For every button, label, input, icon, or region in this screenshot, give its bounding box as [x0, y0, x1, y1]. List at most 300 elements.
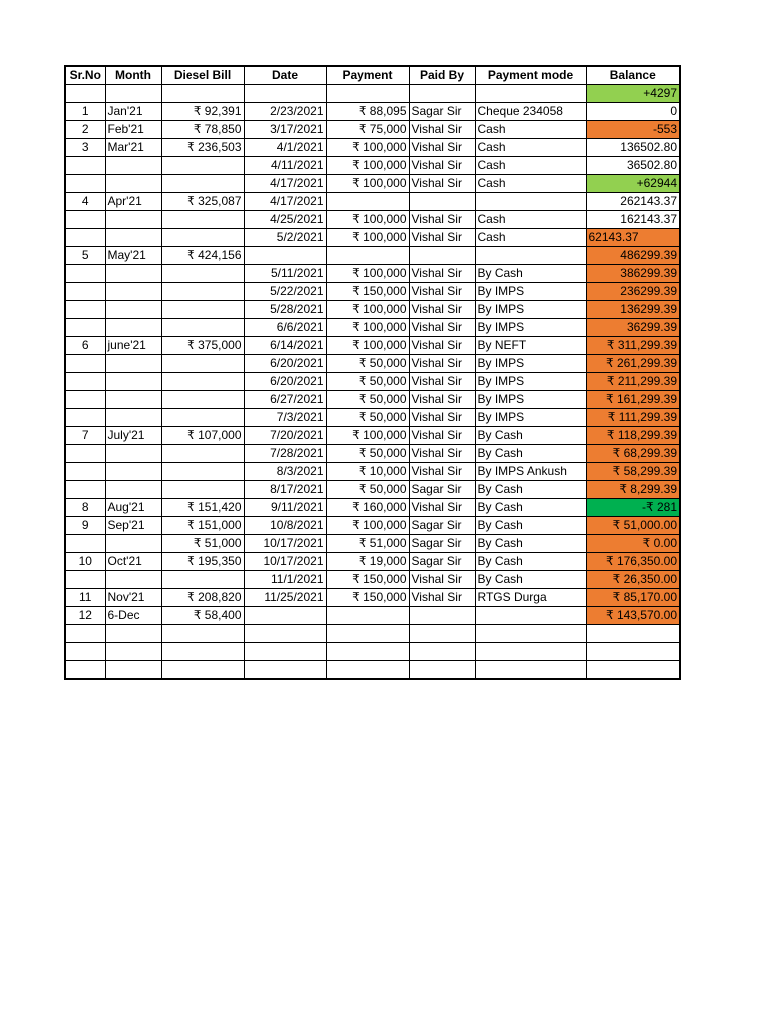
- cell-payment[interactable]: ₹ 100,000: [326, 175, 409, 193]
- cell-diesel-bill[interactable]: [161, 211, 244, 229]
- cell-month[interactable]: 6-Dec: [105, 607, 161, 625]
- cell-sr-no[interactable]: 3: [65, 139, 105, 157]
- cell-month[interactable]: [105, 301, 161, 319]
- cell-balance[interactable]: [586, 643, 680, 661]
- cell-payment-mode[interactable]: By IMPS: [475, 409, 586, 427]
- cell-payment-mode[interactable]: [475, 193, 586, 211]
- cell-sr-no[interactable]: [65, 301, 105, 319]
- cell-balance[interactable]: ₹ 211,299.39: [586, 373, 680, 391]
- cell-sr-no[interactable]: 6: [65, 337, 105, 355]
- cell-payment[interactable]: [326, 85, 409, 103]
- cell-month[interactable]: Feb'21: [105, 121, 161, 139]
- cell-diesel-bill[interactable]: [161, 283, 244, 301]
- cell-sr-no[interactable]: [65, 319, 105, 337]
- cell-balance[interactable]: ₹ 8,299.39: [586, 481, 680, 499]
- cell-balance[interactable]: ₹ 161,299.39: [586, 391, 680, 409]
- cell-sr-no[interactable]: 8: [65, 499, 105, 517]
- cell-month[interactable]: [105, 265, 161, 283]
- cell-payment[interactable]: ₹ 100,000: [326, 229, 409, 247]
- cell-payment[interactable]: [326, 661, 409, 680]
- cell-payment[interactable]: ₹ 100,000: [326, 517, 409, 535]
- cell-paid-by[interactable]: Vishal Sir: [409, 301, 475, 319]
- cell-date[interactable]: 5/28/2021: [244, 301, 326, 319]
- cell-date[interactable]: 4/11/2021: [244, 157, 326, 175]
- cell-sr-no[interactable]: 9: [65, 517, 105, 535]
- cell-month[interactable]: [105, 661, 161, 680]
- cell-date[interactable]: 6/27/2021: [244, 391, 326, 409]
- table-row: [65, 175, 680, 193]
- cell-payment[interactable]: [326, 625, 409, 643]
- cell-date[interactable]: 6/20/2021: [244, 373, 326, 391]
- cell-paid-by[interactable]: Vishal Sir: [409, 265, 475, 283]
- table-row: [65, 229, 680, 247]
- cell-payment-mode[interactable]: By Cash: [475, 445, 586, 463]
- cell-month[interactable]: [105, 211, 161, 229]
- cell-paid-by[interactable]: Vishal Sir: [409, 427, 475, 445]
- cell-payment[interactable]: ₹ 160,000: [326, 499, 409, 517]
- cell-payment-mode[interactable]: Cheque 234058: [475, 103, 586, 121]
- cell-balance[interactable]: 136502.80: [586, 139, 680, 157]
- cell-sr-no[interactable]: [65, 625, 105, 643]
- cell-payment-mode[interactable]: By Cash: [475, 517, 586, 535]
- cell-payment[interactable]: ₹ 50,000: [326, 373, 409, 391]
- table-row: [65, 337, 680, 355]
- cell-payment[interactable]: ₹ 19,000: [326, 553, 409, 571]
- table-row: [65, 103, 680, 121]
- cell-payment-mode[interactable]: [475, 625, 586, 643]
- cell-date[interactable]: 7/3/2021: [244, 409, 326, 427]
- cell-month[interactable]: [105, 355, 161, 373]
- cell-payment-mode[interactable]: By IMPS: [475, 319, 586, 337]
- cell-payment[interactable]: ₹ 50,000: [326, 409, 409, 427]
- cell-balance[interactable]: 236299.39: [586, 283, 680, 301]
- cell-month[interactable]: Aug'21: [105, 499, 161, 517]
- cell-balance[interactable]: ₹ 58,299.39: [586, 463, 680, 481]
- cell-date[interactable]: 8/17/2021: [244, 481, 326, 499]
- cell-balance[interactable]: -₹ 281: [586, 499, 680, 517]
- cell-paid-by[interactable]: Vishal Sir: [409, 355, 475, 373]
- cell-diesel-bill[interactable]: [161, 175, 244, 193]
- table-row: [65, 553, 680, 571]
- cell-sr-no[interactable]: [65, 463, 105, 481]
- cell-payment-mode[interactable]: Cash: [475, 175, 586, 193]
- cell-payment-mode[interactable]: Cash: [475, 121, 586, 139]
- cell-payment[interactable]: ₹ 100,000: [326, 139, 409, 157]
- cell-payment[interactable]: [326, 247, 409, 265]
- cell-month[interactable]: Nov'21: [105, 589, 161, 607]
- cell-diesel-bill[interactable]: ₹ 92,391: [161, 103, 244, 121]
- cell-balance[interactable]: 262143.37: [586, 193, 680, 211]
- cell-paid-by[interactable]: [409, 193, 475, 211]
- cell-payment-mode[interactable]: RTGS Durga: [475, 589, 586, 607]
- cell-payment[interactable]: ₹ 150,000: [326, 571, 409, 589]
- header-month[interactable]: Month: [105, 66, 161, 85]
- cell-month[interactable]: [105, 571, 161, 589]
- table-row: [65, 319, 680, 337]
- cell-diesel-bill[interactable]: ₹ 78,850: [161, 121, 244, 139]
- table-row: [65, 445, 680, 463]
- cell-paid-by[interactable]: Vishal Sir: [409, 409, 475, 427]
- cell-payment-mode[interactable]: By IMPS: [475, 301, 586, 319]
- cell-paid-by[interactable]: [409, 85, 475, 103]
- cell-month[interactable]: Oct'21: [105, 553, 161, 571]
- cell-payment-mode[interactable]: Cash: [475, 229, 586, 247]
- cell-sr-no[interactable]: [65, 157, 105, 175]
- cell-month[interactable]: July'21: [105, 427, 161, 445]
- cell-payment-mode[interactable]: By Cash: [475, 481, 586, 499]
- cell-balance[interactable]: [586, 661, 680, 680]
- cell-month[interactable]: [105, 319, 161, 337]
- cell-date[interactable]: [244, 643, 326, 661]
- cell-balance[interactable]: 136299.39: [586, 301, 680, 319]
- cell-payment-mode[interactable]: By Cash: [475, 265, 586, 283]
- cell-month[interactable]: [105, 85, 161, 103]
- cell-date[interactable]: [244, 247, 326, 265]
- cell-diesel-bill[interactable]: [161, 229, 244, 247]
- cell-payment-mode[interactable]: By Cash: [475, 427, 586, 445]
- cell-sr-no[interactable]: 7: [65, 427, 105, 445]
- cell-diesel-bill[interactable]: [161, 355, 244, 373]
- table-row: [65, 283, 680, 301]
- cell-sr-no[interactable]: 11: [65, 589, 105, 607]
- cell-payment[interactable]: ₹ 100,000: [326, 427, 409, 445]
- cell-month[interactable]: [105, 643, 161, 661]
- cell-date[interactable]: 8/3/2021: [244, 463, 326, 481]
- cell-month[interactable]: [105, 229, 161, 247]
- cell-month[interactable]: [105, 445, 161, 463]
- cell-payment[interactable]: ₹ 100,000: [326, 319, 409, 337]
- header-payment[interactable]: Payment: [326, 66, 409, 85]
- cell-payment[interactable]: ₹ 100,000: [326, 337, 409, 355]
- cell-diesel-bill[interactable]: [161, 85, 244, 103]
- cell-sr-no[interactable]: [65, 643, 105, 661]
- cell-payment-mode[interactable]: [475, 85, 586, 103]
- cell-date[interactable]: 10/17/2021: [244, 553, 326, 571]
- cell-date[interactable]: 4/17/2021: [244, 175, 326, 193]
- cell-payment[interactable]: ₹ 100,000: [326, 211, 409, 229]
- cell-balance[interactable]: ₹ 111,299.39: [586, 409, 680, 427]
- cell-sr-no[interactable]: 12: [65, 607, 105, 625]
- cell-balance[interactable]: 36502.80: [586, 157, 680, 175]
- table-body: [65, 85, 680, 680]
- cell-paid-by[interactable]: Vishal Sir: [409, 229, 475, 247]
- cell-diesel-bill[interactable]: [161, 301, 244, 319]
- cell-sr-no[interactable]: 4: [65, 193, 105, 211]
- cell-month[interactable]: May'21: [105, 247, 161, 265]
- cell-paid-by[interactable]: [409, 643, 475, 661]
- cell-date[interactable]: 2/23/2021: [244, 103, 326, 121]
- cell-date[interactable]: 4/17/2021: [244, 193, 326, 211]
- table-row: [65, 607, 680, 625]
- cell-balance[interactable]: 386299.39: [586, 265, 680, 283]
- cell-payment[interactable]: ₹ 150,000: [326, 589, 409, 607]
- table-row: [65, 517, 680, 535]
- cell-month[interactable]: [105, 535, 161, 553]
- cell-diesel-bill[interactable]: ₹ 325,087: [161, 193, 244, 211]
- cell-sr-no[interactable]: 2: [65, 121, 105, 139]
- header-paid-by[interactable]: Paid By: [409, 66, 475, 85]
- cell-balance[interactable]: ₹ 118,299.39: [586, 427, 680, 445]
- cell-diesel-bill[interactable]: [161, 319, 244, 337]
- table-row: [65, 391, 680, 409]
- cell-diesel-bill[interactable]: [161, 481, 244, 499]
- cell-paid-by[interactable]: Sagar Sir: [409, 553, 475, 571]
- cell-paid-by[interactable]: Vishal Sir: [409, 589, 475, 607]
- cell-month[interactable]: Mar'21: [105, 139, 161, 157]
- cell-date[interactable]: 7/28/2021: [244, 445, 326, 463]
- cell-payment-mode[interactable]: Cash: [475, 157, 586, 175]
- cell-balance[interactable]: 36299.39: [586, 319, 680, 337]
- cell-paid-by[interactable]: Sagar Sir: [409, 517, 475, 535]
- cell-payment[interactable]: ₹ 150,000: [326, 283, 409, 301]
- cell-diesel-bill[interactable]: ₹ 375,000: [161, 337, 244, 355]
- cell-balance[interactable]: ₹ 26,350.00: [586, 571, 680, 589]
- cell-balance[interactable]: ₹ 143,570.00: [586, 607, 680, 625]
- cell-sr-no[interactable]: [65, 661, 105, 680]
- cell-balance[interactable]: 486299.39: [586, 247, 680, 265]
- cell-diesel-bill[interactable]: ₹ 236,503: [161, 139, 244, 157]
- cell-diesel-bill[interactable]: ₹ 195,350: [161, 553, 244, 571]
- cell-date[interactable]: 5/22/2021: [244, 283, 326, 301]
- cell-date[interactable]: 7/20/2021: [244, 427, 326, 445]
- cell-paid-by[interactable]: Vishal Sir: [409, 463, 475, 481]
- cell-payment[interactable]: ₹ 50,000: [326, 391, 409, 409]
- cell-payment[interactable]: ₹ 100,000: [326, 265, 409, 283]
- cell-date[interactable]: [244, 625, 326, 643]
- cell-diesel-bill[interactable]: [161, 643, 244, 661]
- cell-paid-by[interactable]: [409, 625, 475, 643]
- cell-date[interactable]: 5/11/2021: [244, 265, 326, 283]
- table-row: [65, 409, 680, 427]
- cell-date[interactable]: 11/1/2021: [244, 571, 326, 589]
- cell-paid-by[interactable]: Vishal Sir: [409, 337, 475, 355]
- cell-payment[interactable]: ₹ 100,000: [326, 157, 409, 175]
- cell-date[interactable]: [244, 85, 326, 103]
- cell-month[interactable]: june'21: [105, 337, 161, 355]
- cell-sr-no[interactable]: 1: [65, 103, 105, 121]
- cell-paid-by[interactable]: Sagar Sir: [409, 535, 475, 553]
- cell-sr-no[interactable]: [65, 211, 105, 229]
- cell-sr-no[interactable]: [65, 571, 105, 589]
- cell-payment-mode[interactable]: [475, 661, 586, 680]
- cell-diesel-bill[interactable]: [161, 157, 244, 175]
- cell-date[interactable]: 9/11/2021: [244, 499, 326, 517]
- cell-payment-mode[interactable]: [475, 643, 586, 661]
- table-row: [65, 211, 680, 229]
- cell-payment-mode[interactable]: By NEFT: [475, 337, 586, 355]
- cell-payment-mode[interactable]: By Cash: [475, 571, 586, 589]
- cell-payment[interactable]: ₹ 50,000: [326, 481, 409, 499]
- cell-paid-by[interactable]: Vishal Sir: [409, 391, 475, 409]
- cell-diesel-bill[interactable]: [161, 625, 244, 643]
- cell-payment-mode[interactable]: By Cash: [475, 553, 586, 571]
- cell-payment-mode[interactable]: Cash: [475, 139, 586, 157]
- cell-diesel-bill[interactable]: ₹ 151,000: [161, 517, 244, 535]
- cell-paid-by[interactable]: Sagar Sir: [409, 481, 475, 499]
- cell-diesel-bill[interactable]: [161, 463, 244, 481]
- table-row: [65, 481, 680, 499]
- cell-paid-by[interactable]: Vishal Sir: [409, 319, 475, 337]
- cell-diesel-bill[interactable]: [161, 373, 244, 391]
- cell-month[interactable]: [105, 391, 161, 409]
- cell-date[interactable]: 4/1/2021: [244, 139, 326, 157]
- cell-payment-mode[interactable]: [475, 247, 586, 265]
- cell-paid-by[interactable]: Sagar Sir: [409, 103, 475, 121]
- cell-month[interactable]: [105, 463, 161, 481]
- cell-sr-no[interactable]: [65, 481, 105, 499]
- cell-paid-by[interactable]: Vishal Sir: [409, 157, 475, 175]
- cell-month[interactable]: [105, 481, 161, 499]
- table-row: [65, 499, 680, 517]
- cell-month[interactable]: Jan'21: [105, 103, 161, 121]
- cell-balance[interactable]: -553: [586, 121, 680, 139]
- table-row: [65, 463, 680, 481]
- cell-paid-by[interactable]: Vishal Sir: [409, 373, 475, 391]
- cell-payment[interactable]: ₹ 88,095: [326, 103, 409, 121]
- cell-balance[interactable]: 0: [586, 103, 680, 121]
- cell-date[interactable]: 6/6/2021: [244, 319, 326, 337]
- cell-balance[interactable]: ₹ 0.00: [586, 535, 680, 553]
- cell-payment-mode[interactable]: By Cash: [475, 499, 586, 517]
- cell-balance[interactable]: ₹ 68,299.39: [586, 445, 680, 463]
- cell-month[interactable]: [105, 373, 161, 391]
- cell-payment[interactable]: [326, 607, 409, 625]
- cell-balance[interactable]: 162143.37: [586, 211, 680, 229]
- cell-paid-by[interactable]: Vishal Sir: [409, 571, 475, 589]
- table-row: [65, 247, 680, 265]
- cell-date[interactable]: 6/14/2021: [244, 337, 326, 355]
- cell-sr-no[interactable]: [65, 85, 105, 103]
- cell-date[interactable]: 10/8/2021: [244, 517, 326, 535]
- header-date[interactable]: Date: [244, 66, 326, 85]
- cell-diesel-bill[interactable]: ₹ 107,000: [161, 427, 244, 445]
- cell-payment-mode[interactable]: By IMPS Ankush: [475, 463, 586, 481]
- cell-diesel-bill[interactable]: ₹ 151,420: [161, 499, 244, 517]
- cell-date[interactable]: [244, 661, 326, 680]
- cell-payment-mode[interactable]: By Cash: [475, 535, 586, 553]
- cell-paid-by[interactable]: Vishal Sir: [409, 211, 475, 229]
- cell-sr-no[interactable]: [65, 409, 105, 427]
- cell-diesel-bill[interactable]: ₹ 208,820: [161, 589, 244, 607]
- cell-sr-no[interactable]: [65, 283, 105, 301]
- cell-balance[interactable]: [586, 625, 680, 643]
- cell-paid-by[interactable]: [409, 661, 475, 680]
- cell-sr-no[interactable]: [65, 373, 105, 391]
- header-sr-no[interactable]: Sr.No: [65, 66, 105, 85]
- cell-date[interactable]: [244, 607, 326, 625]
- cell-diesel-bill[interactable]: [161, 445, 244, 463]
- cell-payment[interactable]: ₹ 75,000: [326, 121, 409, 139]
- cell-sr-no[interactable]: [65, 445, 105, 463]
- table-row: [65, 265, 680, 283]
- cell-month[interactable]: Apr'21: [105, 193, 161, 211]
- cell-payment[interactable]: [326, 193, 409, 211]
- cell-sr-no[interactable]: [65, 535, 105, 553]
- cell-sr-no[interactable]: [65, 265, 105, 283]
- diesel-bill-table: [64, 65, 681, 680]
- cell-payment-mode[interactable]: By IMPS: [475, 355, 586, 373]
- cell-balance[interactable]: +62944: [586, 175, 680, 193]
- cell-date[interactable]: 6/20/2021: [244, 355, 326, 373]
- cell-paid-by[interactable]: Vishal Sir: [409, 499, 475, 517]
- cell-month[interactable]: [105, 283, 161, 301]
- cell-balance[interactable]: ₹ 261,299.39: [586, 355, 680, 373]
- table-row: [65, 373, 680, 391]
- cell-diesel-bill[interactable]: [161, 265, 244, 283]
- cell-diesel-bill[interactable]: [161, 409, 244, 427]
- cell-date[interactable]: 10/17/2021: [244, 535, 326, 553]
- cell-paid-by[interactable]: Vishal Sir: [409, 283, 475, 301]
- cell-payment[interactable]: [326, 643, 409, 661]
- cell-diesel-bill[interactable]: ₹ 51,000: [161, 535, 244, 553]
- cell-payment-mode[interactable]: Cash: [475, 211, 586, 229]
- cell-balance[interactable]: 62143.37: [586, 229, 680, 247]
- cell-sr-no[interactable]: 10: [65, 553, 105, 571]
- cell-balance[interactable]: +4297: [586, 85, 680, 103]
- cell-month[interactable]: [105, 175, 161, 193]
- cell-paid-by[interactable]: Vishal Sir: [409, 175, 475, 193]
- header-payment-mode[interactable]: Payment mode: [475, 66, 586, 85]
- table-row: [65, 589, 680, 607]
- cell-payment[interactable]: ₹ 50,000: [326, 355, 409, 373]
- header-diesel-bill[interactable]: Diesel Bill: [161, 66, 244, 85]
- cell-diesel-bill[interactable]: ₹ 424,156: [161, 247, 244, 265]
- cell-month[interactable]: [105, 409, 161, 427]
- cell-diesel-bill[interactable]: ₹ 58,400: [161, 607, 244, 625]
- cell-payment-mode[interactable]: By IMPS: [475, 283, 586, 301]
- table-row: [65, 157, 680, 175]
- table-row: [65, 193, 680, 211]
- cell-diesel-bill[interactable]: [161, 391, 244, 409]
- cell-date[interactable]: 5/2/2021: [244, 229, 326, 247]
- cell-payment-mode[interactable]: By IMPS: [475, 373, 586, 391]
- cell-balance[interactable]: ₹ 51,000.00: [586, 517, 680, 535]
- header-balance[interactable]: Balance: [586, 66, 680, 85]
- cell-sr-no[interactable]: [65, 175, 105, 193]
- cell-balance[interactable]: ₹ 85,170.00: [586, 589, 680, 607]
- cell-diesel-bill[interactable]: [161, 571, 244, 589]
- cell-paid-by[interactable]: Vishal Sir: [409, 139, 475, 157]
- table-row: [65, 643, 680, 661]
- table-row: [65, 427, 680, 445]
- cell-paid-by[interactable]: Vishal Sir: [409, 445, 475, 463]
- cell-date[interactable]: 11/25/2021: [244, 589, 326, 607]
- table-row: [65, 301, 680, 319]
- cell-paid-by[interactable]: [409, 607, 475, 625]
- header-row: [65, 66, 680, 85]
- cell-payment[interactable]: ₹ 50,000: [326, 445, 409, 463]
- cell-month[interactable]: [105, 625, 161, 643]
- cell-paid-by[interactable]: [409, 247, 475, 265]
- cell-sr-no[interactable]: [65, 229, 105, 247]
- cell-balance[interactable]: ₹ 176,350.00: [586, 553, 680, 571]
- cell-month[interactable]: [105, 157, 161, 175]
- cell-payment-mode[interactable]: [475, 607, 586, 625]
- cell-payment-mode[interactable]: By IMPS: [475, 391, 586, 409]
- cell-date[interactable]: 4/25/2021: [244, 211, 326, 229]
- cell-sr-no[interactable]: 5: [65, 247, 105, 265]
- cell-balance[interactable]: ₹ 311,299.39: [586, 337, 680, 355]
- cell-sr-no[interactable]: [65, 391, 105, 409]
- cell-month[interactable]: Sep'21: [105, 517, 161, 535]
- cell-diesel-bill[interactable]: [161, 661, 244, 680]
- cell-date[interactable]: 3/17/2021: [244, 121, 326, 139]
- cell-sr-no[interactable]: [65, 355, 105, 373]
- cell-payment[interactable]: ₹ 51,000: [326, 535, 409, 553]
- cell-paid-by[interactable]: Vishal Sir: [409, 121, 475, 139]
- cell-payment[interactable]: ₹ 100,000: [326, 301, 409, 319]
- cell-payment[interactable]: ₹ 10,000: [326, 463, 409, 481]
